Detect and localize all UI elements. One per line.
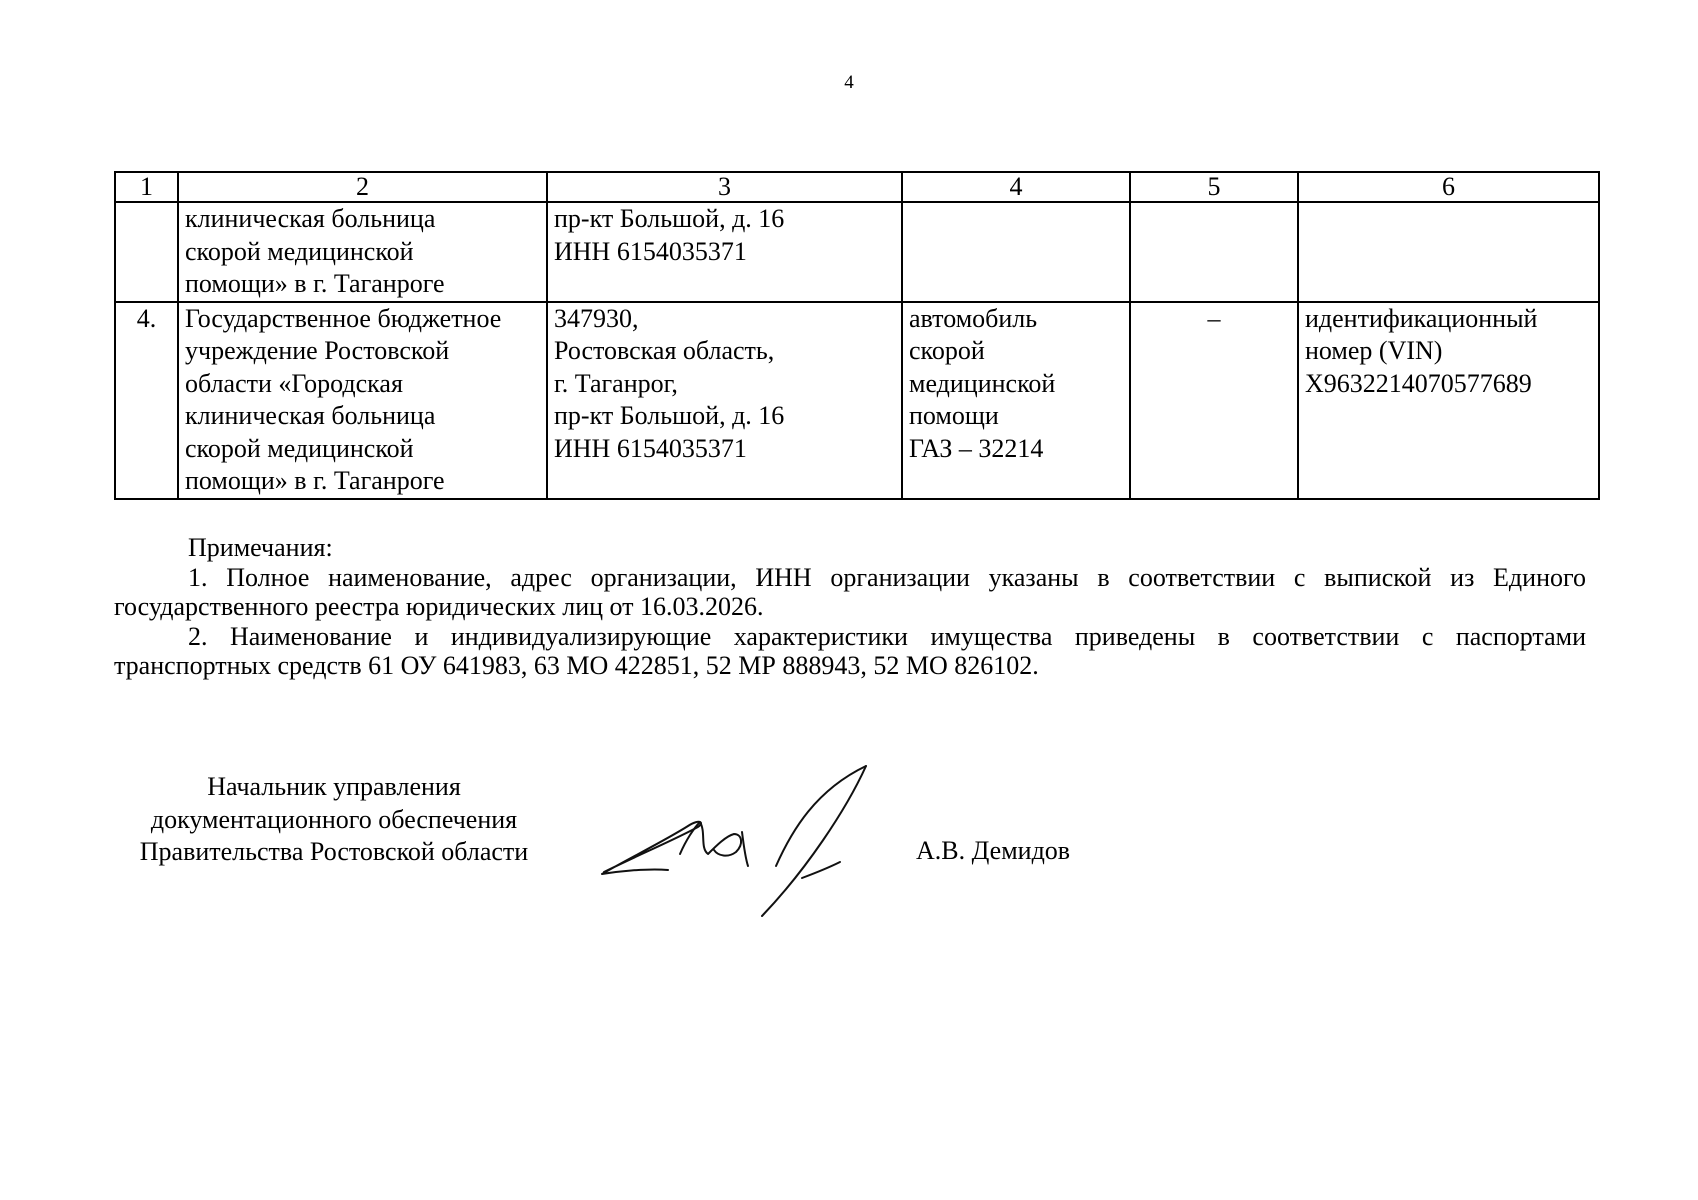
note-item-2: 2. Наименование и индивидуализирующие характеристики имущества приведены в соответствии с паспортами транспортных средств 61 ОУ 641983, 63 МО 422851, 52 МР 888943, 52 МО 826102. — [114, 621, 1586, 680]
column-header-3: 3 — [547, 172, 902, 202]
property-cell — [902, 202, 1130, 302]
notes-section — [114, 533, 1586, 681]
handwritten-signature — [596, 760, 886, 920]
table-row — [115, 202, 1599, 302]
page-number: 4 — [844, 72, 854, 93]
column-header-6: 6 — [1298, 172, 1599, 202]
signer-name: А.В. Демидов — [916, 836, 1071, 865]
column5-cell — [1130, 202, 1298, 302]
column-header-2: 2 — [178, 172, 547, 202]
characteristics-cell — [1298, 202, 1599, 302]
signatory-position: Начальник управления документационного обеспечения Правительства Ростовской области — [139, 772, 529, 866]
column-header-5: 5 — [1130, 172, 1298, 202]
address-cell: 347930, Ростовская область, г. Таганрог, пр-кт Большой, д. 16 ИНН 6154035371 — [547, 302, 902, 499]
column5-cell: – — [1130, 302, 1298, 499]
property-cell: автомобиль скорой медицинской помощи ГАЗ – 32214 — [902, 302, 1130, 499]
row-number-cell: 4. — [115, 302, 178, 499]
characteristics-cell: идентификационный номер (VIN) X9632214070577689 — [1298, 302, 1599, 499]
organization-cell: клиническая больница скорой медицинской помощи» в г. Таганроге — [178, 202, 547, 302]
note-item-1: 1. Полное наименование, адрес организации, ИНН организации указаны в соответствии с выпиской из Единого государственного реестра юридических лиц от 16.03.2026. — [114, 562, 1586, 621]
column-header-4: 4 — [902, 172, 1130, 202]
row-number-cell — [115, 202, 178, 302]
address-cell: пр-кт Большой, д. 16 ИНН 6154035371 — [547, 202, 902, 302]
table-header-row — [115, 172, 1599, 202]
property-table — [114, 171, 1600, 500]
column-header-1: 1 — [115, 172, 178, 202]
organization-cell: Государственное бюджетное учреждение Ростовской области «Городская клиническая больница скорой медицинской помощи» в г. Таганроге — [178, 302, 547, 499]
notes-title: Примечания: — [188, 533, 333, 562]
table-row — [115, 302, 1599, 499]
